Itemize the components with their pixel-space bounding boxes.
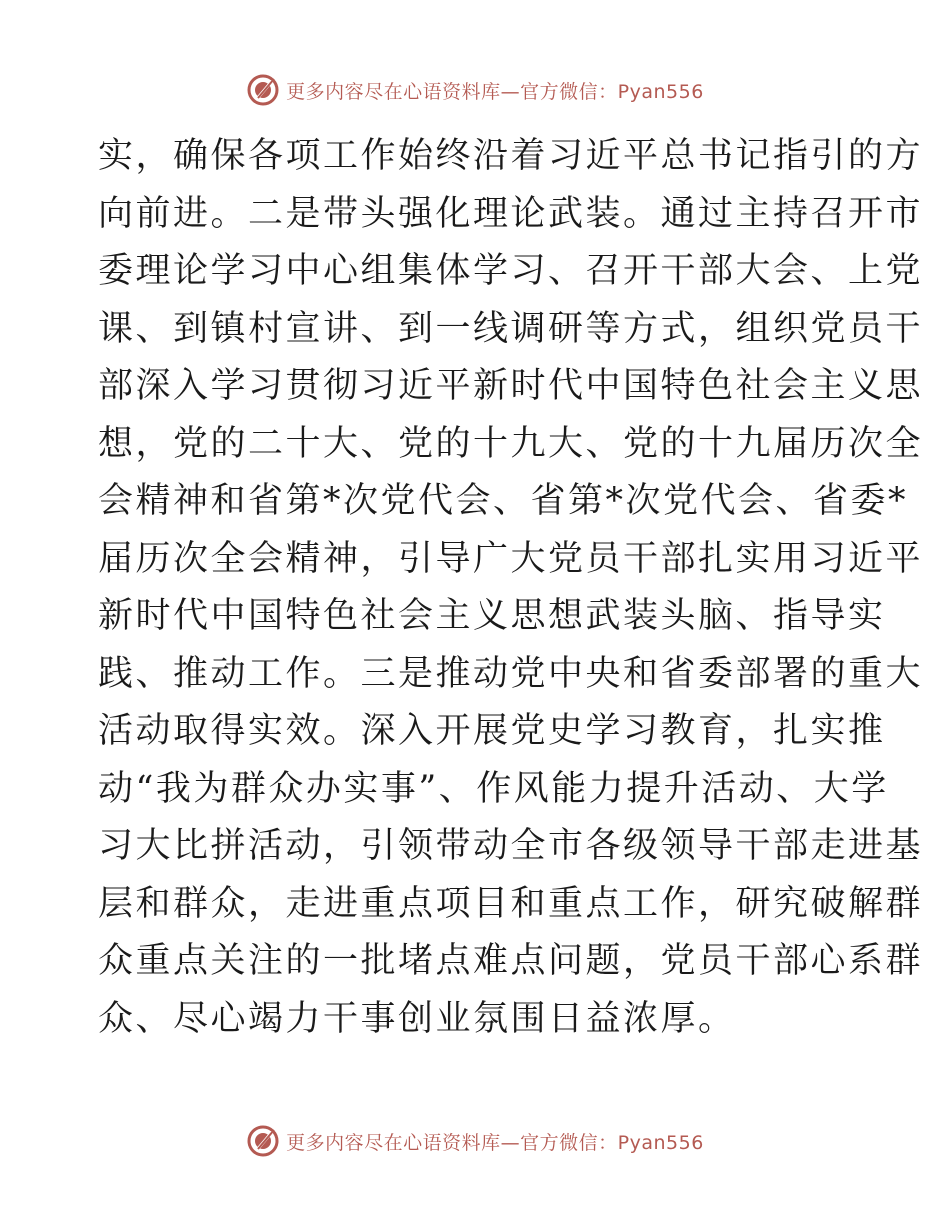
text-line: 课、到镇村宣讲、到一线调研等方式，组织党员干: [98, 308, 924, 349]
text-line: 会精神和省第*次党代会、省第*次党代会、省委*: [98, 481, 909, 521]
header-banner: [0, 70, 950, 110]
document-body: [98, 128, 924, 1048]
text-line: 部深入学习贯彻习近平新时代中国特色社会主义思: [98, 366, 924, 406]
text-line: 新时代中国特色社会主义思想武装头脑、指导实: [98, 596, 886, 636]
text-line: 动“我为群众办实事”、作风能力提升活动、大学: [98, 768, 889, 809]
text-line: 习大比拼活动，引领带动全市各级领导干部走进基: [98, 826, 924, 866]
text-line: 活动取得实效。深入开展党史学习教育，扎实推: [98, 711, 886, 751]
text-line: 层和群众，走进重点项目和重点工作，研究破解群: [98, 883, 924, 924]
brand-logo-icon: [246, 73, 280, 107]
text-line: 委理论学习中心组集体学习、召开干部大会、上党: [98, 251, 924, 291]
footer-banner: [0, 1121, 950, 1161]
text-line: 践、推动工作。三是推动党中央和省委部署的重大: [98, 653, 924, 694]
footer-banner-text: 更多内容尽在心语资料库—官方微信：Pyan556: [286, 1131, 704, 1154]
text-line: 众重点关注的一批堵点难点问题，党员干部心系群: [98, 941, 924, 981]
brand-logo-icon: [246, 1124, 280, 1158]
text-line: 实，确保各项工作始终沿着习近平总书记指引的方: [98, 136, 924, 176]
header-banner-text: 更多内容尽在心语资料库—官方微信：Pyan556: [286, 80, 704, 103]
text-line: 向前进。二是带头强化理论武装。通过主持召开市: [98, 193, 924, 234]
text-line: 届历次全会精神，引导广大党员干部扎实用习近平: [98, 538, 924, 579]
text-line: 想，党的二十大、党的十九大、党的十九届历次全: [98, 423, 924, 464]
text-line: 众、尽心竭力干事创业氛围日益浓厚。: [98, 998, 736, 1039]
